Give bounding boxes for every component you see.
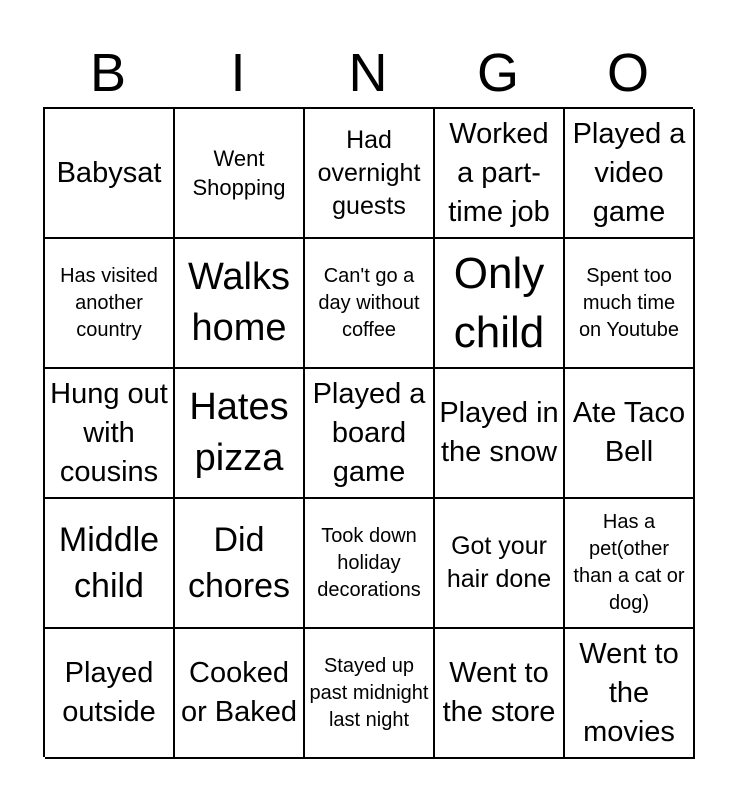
bingo-cell[interactable] bbox=[305, 629, 435, 759]
bingo-cell[interactable] bbox=[175, 499, 305, 629]
cell-text: Worked a part-time job bbox=[448, 117, 550, 228]
bingo-cell[interactable] bbox=[305, 499, 435, 629]
cell-text: Has a pet(other than a cat or dog) bbox=[573, 511, 685, 614]
header-letter-g: G bbox=[476, 43, 519, 103]
bingo-cell[interactable] bbox=[45, 109, 175, 239]
cell-text: Hung out with cousins bbox=[50, 377, 168, 488]
header-letter-o: O bbox=[606, 43, 649, 103]
cell-text: Hates pizza bbox=[189, 386, 289, 479]
cell-text: Had overnight guests bbox=[317, 125, 421, 220]
bingo-cell[interactable] bbox=[435, 629, 565, 759]
bingo-cell[interactable] bbox=[565, 369, 695, 499]
bingo-cell[interactable] bbox=[435, 239, 565, 369]
bingo-cell[interactable] bbox=[175, 369, 305, 499]
cell-text: Played a board game bbox=[312, 377, 426, 488]
bingo-cell[interactable] bbox=[435, 369, 565, 499]
cell-text: Can't go a day without coffee bbox=[318, 264, 420, 341]
cell-text: Did chores bbox=[187, 521, 291, 605]
cell-text: Middle child bbox=[58, 521, 160, 605]
bingo-cell[interactable] bbox=[305, 239, 435, 369]
bingo-cell[interactable] bbox=[565, 499, 695, 629]
cell-text: Stayed up past midnight last night bbox=[309, 654, 429, 731]
bingo-cell[interactable] bbox=[305, 369, 435, 499]
cell-text: Got your hair done bbox=[446, 532, 552, 593]
bingo-board bbox=[43, 107, 693, 757]
bingo-cell[interactable] bbox=[45, 629, 175, 759]
header-letter-i: I bbox=[230, 43, 246, 103]
bingo-cell[interactable] bbox=[45, 499, 175, 629]
cell-text: Played in the snow bbox=[439, 397, 559, 468]
cell-text: Ate Taco Bell bbox=[572, 397, 686, 468]
bingo-cell[interactable] bbox=[175, 629, 305, 759]
bingo-cell[interactable] bbox=[565, 239, 695, 369]
bingo-cell[interactable] bbox=[565, 109, 695, 239]
cell-text: Walks home bbox=[187, 256, 291, 349]
header-letter-n: N bbox=[348, 43, 388, 103]
cell-text: Spent too much time on Youtube bbox=[578, 264, 680, 341]
cell-text: Cooked or Baked bbox=[180, 657, 298, 728]
cell-text: Babysat bbox=[56, 156, 162, 189]
cell-text: Has visited another country bbox=[60, 264, 158, 341]
bingo-header bbox=[43, 40, 693, 106]
cell-text: Took down holiday decorations bbox=[317, 524, 421, 601]
cell-text: Played a video game bbox=[572, 117, 686, 228]
bingo-cell[interactable] bbox=[175, 109, 305, 239]
bingo-cell[interactable] bbox=[45, 239, 175, 369]
bingo-cell[interactable] bbox=[175, 239, 305, 369]
cell-text: Played outside bbox=[62, 657, 156, 728]
cell-text: Went Shopping bbox=[192, 146, 286, 200]
header-letter-b: B bbox=[89, 43, 127, 103]
cell-text: Went to the store bbox=[442, 657, 556, 728]
bingo-cell[interactable] bbox=[305, 109, 435, 239]
bingo-cell[interactable] bbox=[45, 369, 175, 499]
bingo-cell[interactable] bbox=[435, 499, 565, 629]
cell-text: Only child bbox=[453, 249, 545, 357]
bingo-cell[interactable] bbox=[435, 109, 565, 239]
cell-text: Went to the movies bbox=[579, 637, 679, 748]
bingo-cell[interactable] bbox=[565, 629, 695, 759]
